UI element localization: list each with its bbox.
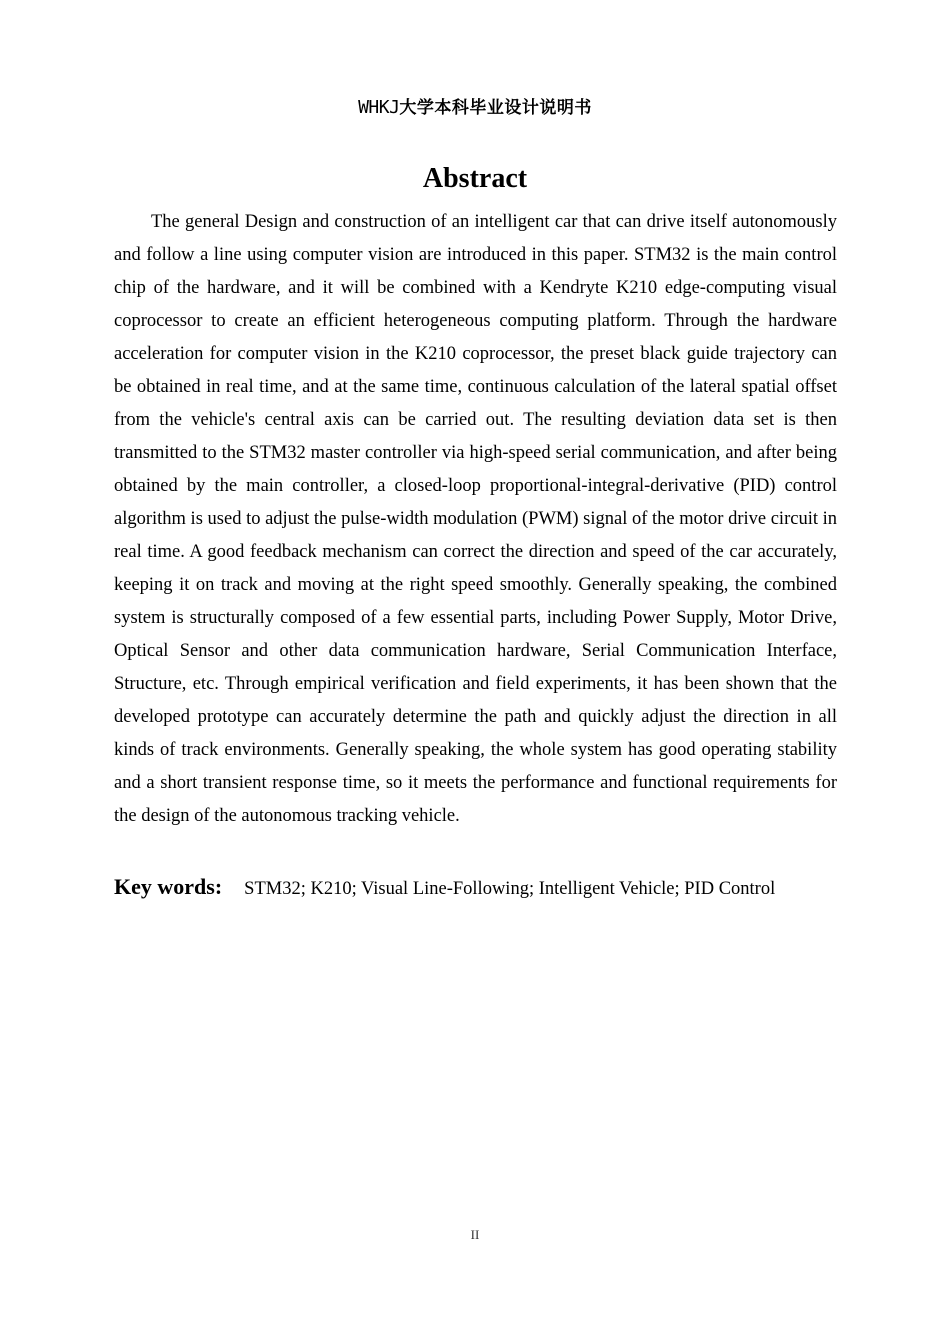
keywords-line [114, 870, 837, 907]
keywords-values: STM32; K210; Visual Line-Following; Intelligent Vehicle; PID Control [244, 879, 776, 899]
abstract-body: The general Design and construction of an intelligent car that can drive itself autonomously and follow a line using computer vision are introduced in this paper. STM32 is the main control chip of the hardware, and it will be combined with a Kendryte K210 edge-computing visual coprocessor to create an efficient heterogeneous computing platform. Through the hardware acceleration for computer vision in the K210 coprocessor, the preset black guide trajectory can be obtained in real time, and at the same time, continuous calculation of the lateral spatial offset from the vehicle's central axis can be carried out. The resulting deviation data set is then transmitted to the STM32 master controller via high-speed serial communication, and after being obtained by the main controller, a closed-loop proportional-integral-derivative (PID) control algorithm is used to adjust the pulse-width modulation (PWM) signal of the motor drive circuit in real time. A good feedback mechanism can correct the direction and speed of the car accurately, keeping it on track and moving at the right speed smoothly. Generally speaking, the combined system is structurally composed of a few essential parts, including Power Supply, Motor Drive, Optical Sensor and other data communication hardware, Serial Communication Interface, Structure, etc. Through empirical verification and field experiments, it has been shown that the developed prototype can accurately determine the path and quickly adjust the direction in all kinds of track environments. Generally speaking, the whole system has good operating stability and a short transient response time, so it meets the performance and functional requirements for the design of the autonomous tracking vehicle. [114, 212, 837, 826]
page-number: II [470, 1227, 480, 1242]
header-institution-code: WHKJ [358, 97, 400, 118]
header-document-type: 大学本科毕业设计说明书 [399, 98, 592, 118]
running-header [0, 96, 950, 120]
keywords-label: Key words: [114, 874, 223, 899]
abstract-title: Abstract [422, 163, 528, 194]
